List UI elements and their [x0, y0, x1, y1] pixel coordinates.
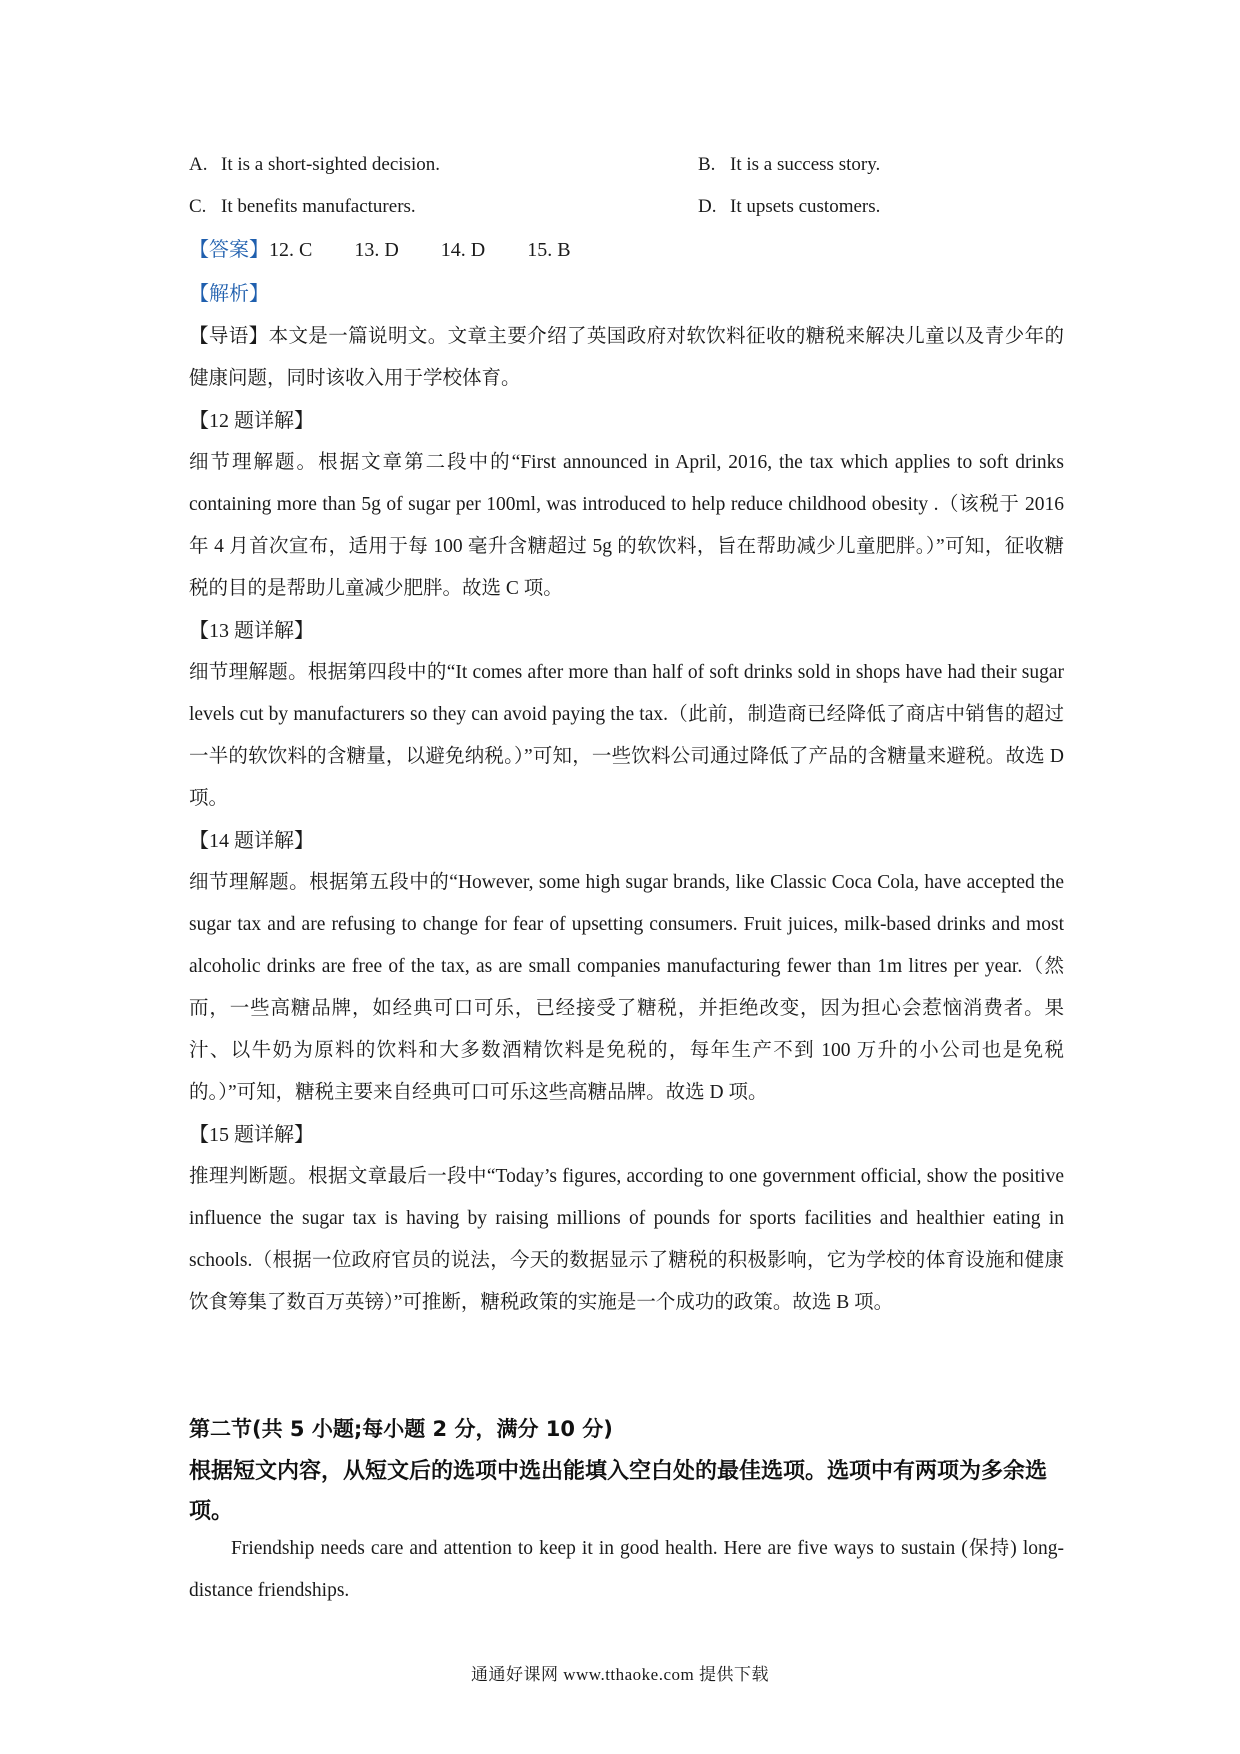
- q14-explanation: 细节理解题。根据第五段中的“However, some high sugar brands, like Classic Coca Cola, have accepted the sugar tax and are refusing to change for fear of upsetting consumers. Fruit juices, milk-based drinks and most alcoholic drinks are free of the tax, as are small companies manufacturing fewer than 1m litres per year.（然而，一些高糖品牌，如经典可口可乐，已经接受了糖税，并拒绝改变，因为担心会惹恼消费者。果汁、以牛奶为原料的饮料和大多数酒精饮料是免税的，每年生产不到 100 万升的小公司也是免税的。）”可知，糖税主要来自经典可口可乐这些高糖品牌。故选 D 项。: [189, 872, 1064, 1103]
- option-d: [698, 194, 880, 220]
- section-title: 第二节(共 5 小题;每小题 2 分，满分 10 分): [189, 1417, 613, 1441]
- option-text: It benefits manufacturers.: [221, 196, 416, 217]
- answer-item: 12. C: [269, 239, 313, 261]
- section-instruction: 根据短文内容，从短文后的选项中选出能填入空白处的最佳选项。选项中有两项为多余选项。: [189, 1459, 1048, 1524]
- option-letter: A.: [189, 154, 208, 175]
- passage-paragraph: Friendship needs care and attention to keep it in good health. Here are five ways to sustain (保持) long-distance friendships.: [189, 1538, 1064, 1601]
- option-a: [189, 152, 440, 178]
- option-letter: C.: [189, 196, 207, 217]
- option-text: It is a short-sighted decision.: [221, 154, 440, 175]
- q14-heading: 【14 题详解】: [189, 830, 314, 852]
- q12-heading: 【12 题详解】: [189, 410, 314, 432]
- option-letter: B.: [698, 154, 716, 175]
- answer-line: [189, 236, 613, 264]
- q15-heading: 【15 题详解】: [189, 1124, 314, 1146]
- analysis-tag: 【解析】: [189, 283, 269, 305]
- q13-heading: 【13 题详解】: [189, 620, 314, 642]
- option-text: It is a success story.: [730, 154, 881, 175]
- intro-paragraph: 【导语】本文是一篇说明文。文章主要介绍了英国政府对软饮料征收的糖税来解决儿童以及青少年的健康问题，同时该收入用于学校体育。: [189, 326, 1064, 389]
- q12-explanation: 细节理解题。根据文章第二段中的“First announced in April, 2016, the tax which applies to soft drinks containing more than 5g of sugar per 100ml, was introduced to help reduce childhood obesity .（该税于 2016 年 4 月首次宣布，适用于每 100 毫升含糖超过 5g 的软饮料，旨在帮助减少儿童肥胖。）”可知，征收糖税的目的是帮助儿童减少肥胖。故选 C 项。: [189, 452, 1064, 599]
- q15-explanation: 推理判断题。根据文章最后一段中“Today’s figures, according to one government official, show the positive influence the sugar tax is having by raising millions of pounds for sports facilities and healthier eating in schools.（根据一位政府官员的说法，今天的数据显示了糖税的积极影响，它为学校的体育设施和健康饮食筹集了数百万英镑）”可推断，糖税政策的实施是一个成功的政策。故选 B 项。: [189, 1166, 1064, 1313]
- answer-item: 15. B: [527, 239, 571, 261]
- option-letter: D.: [698, 196, 717, 217]
- answer-tag: 【答案】: [189, 239, 269, 261]
- footer-watermark: 通通好课网 www.tthaoke.com 提供下载: [470, 1665, 770, 1684]
- option-c: [189, 194, 416, 220]
- option-text: It upsets customers.: [730, 196, 881, 217]
- q13-explanation: 细节理解题。根据第四段中的“It comes after more than half of soft drinks sold in shops have had their sugar levels cut by manufacturers so they can avoid paying the tax.（此前，制造商已经降低了商店中销售的超过一半的软饮料的含糖量，以避免纳税。）”可知，一些饮料公司通过降低了产品的含糖量来避税。故选 D 项。: [189, 662, 1064, 809]
- answer-item: 14. D: [440, 239, 486, 261]
- explanation-body: [189, 316, 1064, 1324]
- option-b: [698, 152, 880, 178]
- answer-item: 13. D: [354, 239, 399, 261]
